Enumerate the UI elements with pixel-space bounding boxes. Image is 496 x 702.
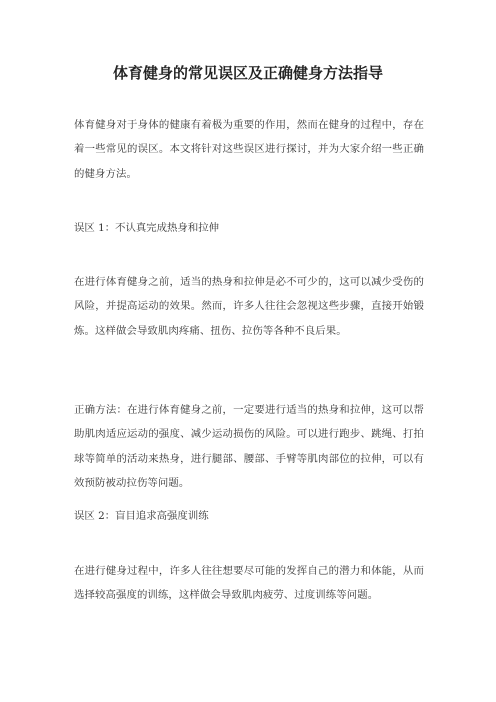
section-1-heading: 误区 1：不认真完成热身和拉伸 [74,222,219,234]
section-1-paragraph: 在进行体育健身之前，适当的热身和拉伸是必不可少的，这可以减少受伤的风险，并提高运动的效果。然而，许多人往往会忽视这些步骤，直接开始锻炼。这样做会导致肌肉疼痛、扭伤、拉伤等各种不良后果。 [74,276,424,337]
section-2-heading: 误区 2：盲目追求高强度训练 [74,510,209,522]
section-2-paragraph: 在进行健身过程中，许多人往往想要尽可能的发挥自己的潜力和体能，从而选择较高强度的训练，这样做会导致肌肉疲劳、过度训练等问题。 [74,565,424,602]
intro-paragraph: 体育健身对于身体的健康有着极为重要的作用，然而在健身的过程中，存在着一些常见的误区。本文将针对这些误区进行探讨，并为大家介绍一些正确的健身方法。 [74,119,424,180]
section-1-method: 正确方法：在进行体育健身之前，一定要进行适当的热身和拉伸，这可以帮助肌肉适应运动的强度、减少运动损伤的风险。可以进行跑步、跳绳、打拍球等简单的活动来热身，进行腿部、腰部、手臂等肌肉部位的拉伸，可以有效预防被动拉伤等问题。 [74,404,424,489]
document-title: 体育健身的常见误区及正确健身方法指导 [112,64,383,82]
